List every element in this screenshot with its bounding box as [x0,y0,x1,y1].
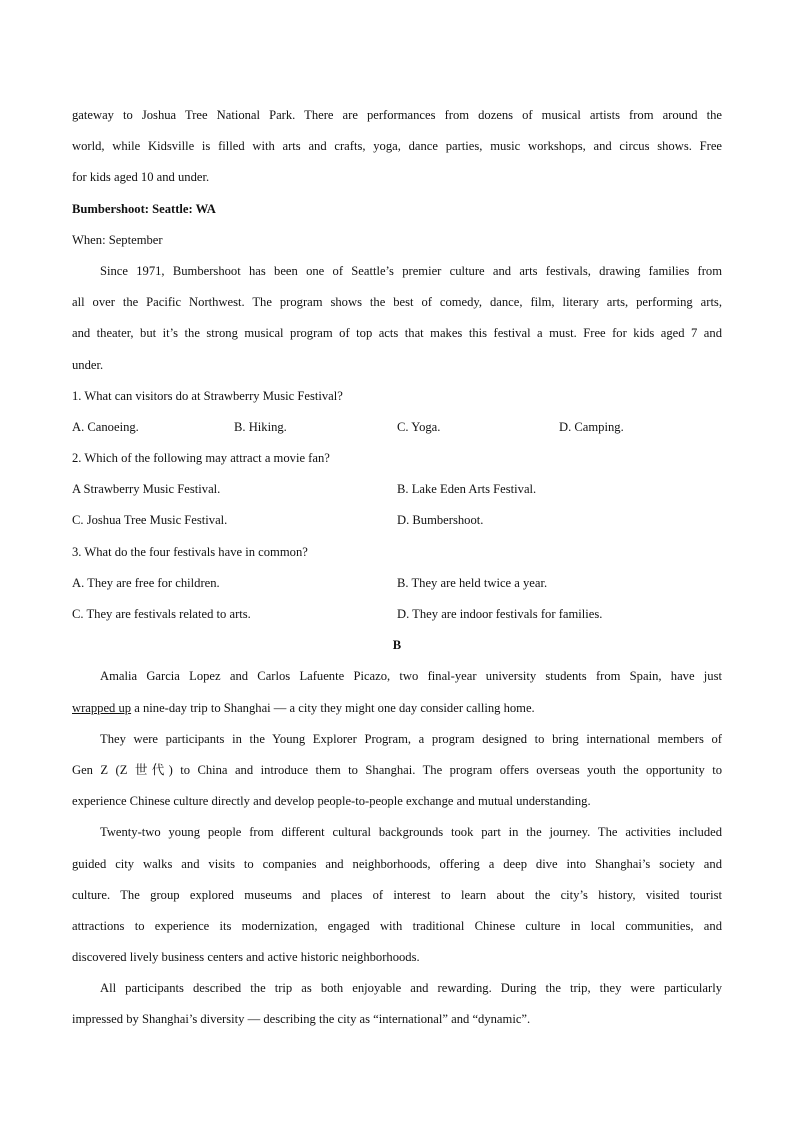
option-a: A. Canoeing. [72,419,139,434]
passage-b-line: Gen Z (Z 世代) to China and introduce them to Shanghai. The program offers overseas youth the opportunity to [72,762,722,777]
festival-title: Bumbershoot: Seattle: WA [72,201,216,216]
passage-b-line: discovered lively business centers and active historic neighborhoods. [72,950,420,965]
question-stem: 3. What do the four festivals have in common? [72,544,308,559]
question-stem: 2. Which of the following may attract a movie fan? [72,451,330,466]
passage-b-line: Twenty-two young people from different cultural backgrounds took part in the journey. The activities included [100,825,722,840]
passage-b-line: impressed by Shanghai’s diversity — describing the city as “international” and “dynamic”. [72,1012,531,1027]
option-d: D. Bumbershoot. [397,513,484,528]
passage-a-line: world, while Kidsville is filled with arts and crafts, yoga, dance parties, music workshops, and circus shows. Free [72,139,722,154]
passage-b-line: Amalia Garcia Lopez and Carlos Lafuente Picazo, two final-year university students from Spain, have just [100,669,722,684]
option-c: C. Joshua Tree Music Festival. [72,513,228,528]
passage-b-line: They were participants in the Young Explorer Program, a program designed to bring international members of [100,731,722,746]
question-stem: 1. What can visitors do at Strawberry Music Festival? [72,388,343,403]
passage-b-text: a nine-day trip to Shanghai — a city they might one day consider calling home. [131,700,535,715]
festival-desc-line: and theater, but it’s the strong musical program of top acts that makes this festival a must. Free for kids aged 7 and [72,326,722,341]
option-d: D. They are indoor festivals for families. [397,607,603,621]
passage-b-line: culture. The group explored museums and places of interest to learn about the city’s history, visited tourist [72,887,722,902]
underlined-phrase: wrapped up [72,700,132,715]
question-options [72,412,722,443]
question-options [72,599,722,630]
section-heading-b: B [392,638,402,653]
festival-when: When: September [72,232,163,247]
festival-desc-line: under. [72,357,104,372]
option-d: D. Camping. [559,419,624,434]
passage-b-line: attractions to experience its modernization, engaged with traditional Chinese culture in local communities, and [72,918,722,933]
passage-b-line [72,693,722,724]
passage-a-line: for kids aged 10 and under. [72,170,210,185]
option-a: A. They are free for children. [72,575,220,590]
option-b: B. Lake Eden Arts Festival. [397,482,537,497]
question-options [72,474,722,505]
passage-a-line: gateway to Joshua Tree National Park. There are performances from dozens of musical artists from around the [72,108,722,122]
option-a: A Strawberry Music Festival. [72,482,221,497]
festival-desc-line: all over the Pacific Northwest. The program shows the best of comedy, dance, film, literary arts, performing arts, [72,295,722,310]
option-c: C. They are festivals related to arts. [72,607,251,621]
passage-b-line: guided city walks and visits to companies and neighborhoods, offering a deep dive into Shanghai’s society and [72,856,722,871]
option-b: B. Hiking. [234,419,287,434]
option-b: B. They are held twice a year. [397,575,548,590]
question-options [72,505,722,536]
document-page [72,100,722,1036]
passage-b-line: All participants described the trip as both enjoyable and rewarding. During the trip, they were particularly [100,981,722,996]
option-c: C. Yoga. [397,419,441,434]
question-options [72,568,722,599]
festival-desc-line: Since 1971, Bumbershoot has been one of Seattle’s premier culture and arts festivals, drawing families from [100,263,722,278]
passage-b-line: experience Chinese culture directly and develop people-to-people exchange and mutual understanding. [72,794,591,809]
